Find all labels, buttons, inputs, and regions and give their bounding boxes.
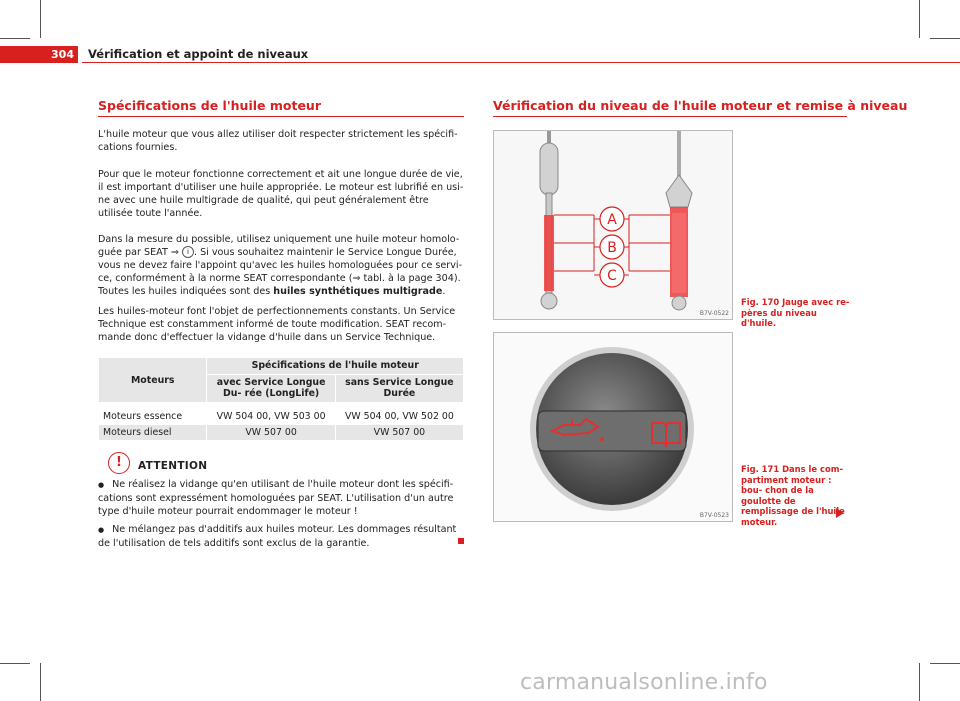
dipstick-illustration (494, 131, 732, 319)
col-with-longlife: avec Service Longue Du- rée (LongLife) (207, 374, 335, 402)
section-heading-oil-level: Vérification du niveau de l'huile moteur et remise à niveau (493, 98, 908, 113)
crop-mark (40, 663, 41, 701)
running-header: Vérification et appoint de niveaux (88, 47, 309, 61)
figure-caption-171: Fig. 171 Dans le com- partiment moteur : bou- chon de la goulotte de remplissage de l'huile moteur. (741, 464, 845, 527)
figure-code: B7V-0522 (699, 310, 729, 317)
paragraph-3-text: . Si vous souhaitez maintenir le Service Longue Durée, vous ne devez faire l'appoint qu'avec les huiles homologuées pour ce servi- ce, conformément à la norme SEAT correspondante (⇒ tabl. à la page 304). Toutes les huiles indiquées sont des (98, 247, 463, 297)
figure-oil-cap (493, 332, 733, 522)
oil-spec-table (98, 357, 464, 441)
warning-bullet-text: Ne mélangez pas d'additifs aux huiles moteur. Les dommages résultant de l'utilisation de tels additifs sont exclus de la garantie. (98, 524, 457, 549)
oil-cap-illustration (494, 333, 732, 521)
section-heading-oil-spec: Spécifications de l'huile moteur (98, 98, 321, 113)
continue-arrow-icon (836, 508, 844, 518)
page-number: 304 (0, 46, 78, 63)
crop-mark (919, 663, 920, 701)
end-of-section-mark (458, 538, 464, 544)
info-icon: i (182, 246, 194, 258)
header-rule (82, 62, 960, 63)
table-row (99, 425, 464, 441)
crop-mark (40, 0, 41, 38)
cell-without: VW 507 00 (335, 425, 463, 441)
paragraph-3-text: Dans la mesure du possible, utilisez uniquement une huile moteur homolo- guée par SEAT ⇒ (98, 234, 460, 258)
crop-mark (930, 663, 960, 664)
paragraph-3 (98, 233, 464, 298)
callout-label-c: C (607, 268, 617, 284)
cell-with: VW 504 00, VW 503 00 (207, 403, 335, 425)
cell-without: VW 504 00, VW 502 00 (335, 403, 463, 425)
paragraph-1: L'huile moteur que vous allez utiliser doit respecter strictement les spécifi- cations fournies. (98, 129, 458, 153)
bullet-icon: ● (98, 526, 105, 534)
cell-with: VW 507 00 (207, 425, 335, 441)
warning-bullet-1 (98, 478, 464, 518)
figure-caption-170: Fig. 170 Jauge avec re- pères du niveau d'huile. (741, 297, 850, 328)
crop-mark (919, 0, 920, 38)
paragraph-2: Pour que le moteur fonctionne correctement et ait une longue durée de vie, il est important d'utiliser une huile appropriée. Le moteur est lubrifié en usi- ne avec une huile multigrade de qualité, qui peut généralement être utilisée toute l'année. (98, 169, 464, 219)
paragraph-3-text: . (442, 286, 446, 297)
paragraph-3-bold: huiles synthétiques multigrade (273, 286, 443, 297)
callout-label-b: B (607, 240, 617, 256)
warning-bullet-2 (98, 523, 464, 550)
paragraph-4: Les huiles-moteur font l'objet de perfectionnements constants. Un Service Technique est constamment informé de toute modification. SEAT recom- mande donc d'effectuer la vidange d'huile dans un Service Technique. (98, 306, 456, 343)
figure-dipstick (493, 130, 733, 320)
crop-mark (930, 38, 960, 39)
callout-label-a: A (607, 212, 617, 228)
warning-title: ATTENTION (138, 460, 208, 472)
heading-rule (98, 116, 464, 117)
watermark: carmanualsonline.info (520, 670, 768, 695)
col-without-longlife: sans Service Longue Durée (335, 374, 463, 402)
col-engines: Moteurs (99, 358, 207, 403)
figure-code: B7V-0523 (699, 512, 729, 519)
table-row (99, 403, 464, 425)
crop-mark (0, 38, 30, 39)
bullet-icon: ● (98, 481, 105, 489)
warning-icon: ! (108, 452, 130, 474)
col-spec: Spécifications de l'huile moteur (207, 358, 464, 375)
crop-mark (0, 663, 30, 664)
heading-rule (493, 116, 847, 117)
warning-bullet-text: Ne réalisez la vidange qu'en utilisant de l'huile moteur dont les spécifi- cations sont expressément homologuées par SEAT. L'utilisation d'un autre type d'huile moteur pourrait endommager le moteur ! (98, 479, 454, 517)
cell-engine: Moteurs diesel (99, 425, 207, 441)
cell-engine: Moteurs essence (99, 403, 207, 425)
